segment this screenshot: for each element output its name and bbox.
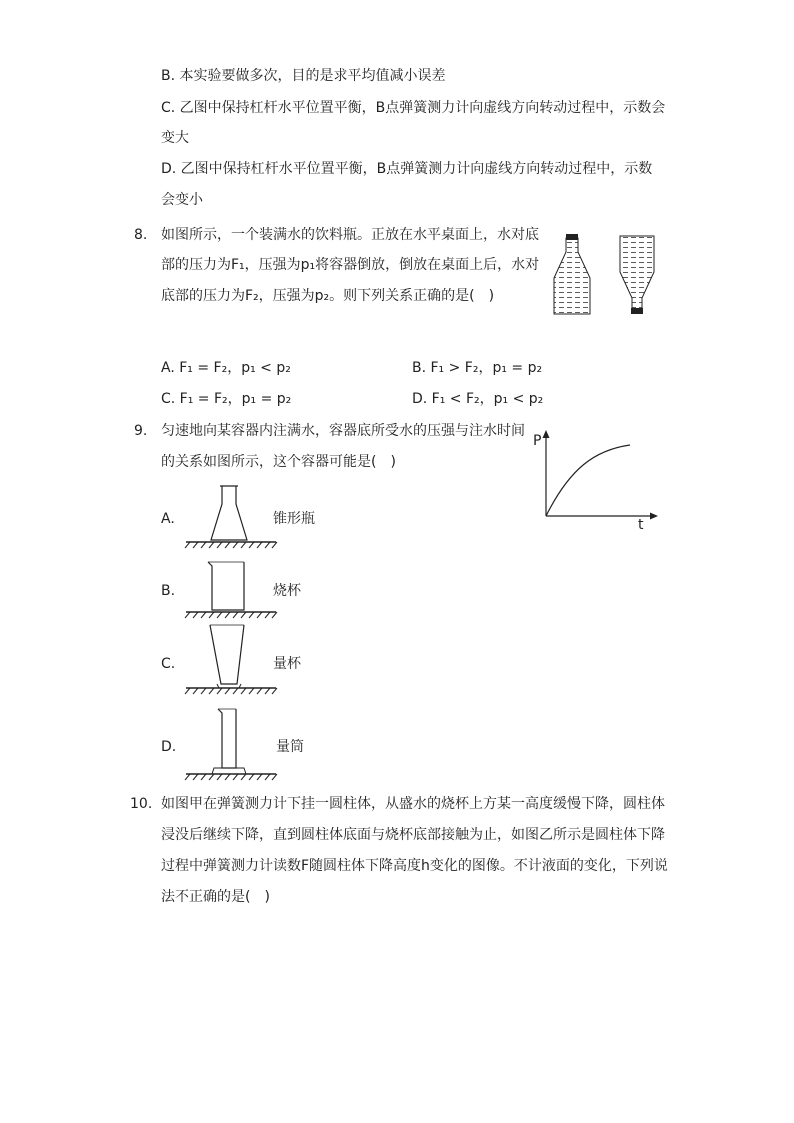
q8-option-d[interactable]: D. F₁ < F₂，p₁ < p₂ [412, 391, 544, 407]
q9-pressure-time-graph [530, 428, 665, 533]
q8-stem-line1: 如图所示，一个装满水的饮料瓶。正放在水平桌面上，水对底 [161, 227, 539, 243]
q9-option-d-letter[interactable]: D. [161, 739, 177, 755]
q8-stem-line3: 底部的压力为F₂，压强为p₂。则下列关系正确的是( ) [161, 288, 495, 304]
q10-number: 10. [130, 796, 153, 812]
q10-stem-line4: 法不正确的是( ) [161, 889, 270, 905]
q7-option-d-line1: D. 乙图中保持杠杆水平位置平衡，B点弹簧测力计向虚线方向转动过程中，示数 [161, 161, 653, 177]
q8-option-c[interactable]: C. F₁ = F₂，p₁ = p₂ [161, 391, 292, 407]
graduated-cylinder-icon [184, 706, 279, 786]
q7-option-c-line1: C. 乙图中保持杠杆水平位置平衡，B点弹簧测力计向虚线方向转动过程中，示数会 [161, 100, 666, 116]
measuring-cup-icon [184, 622, 279, 698]
q9-number: 9. [134, 423, 148, 439]
q9-option-b-name: 烧杯 [273, 583, 301, 599]
upright-bottle-icon [554, 234, 590, 314]
q10-stem-line3: 过程中弹簧测力计读数F随圆柱体下降高度h变化的图像。不计液面的变化，下列说 [161, 858, 668, 874]
beaker-icon [184, 560, 279, 622]
q7-option-c-line2: 变大 [161, 130, 189, 146]
conical-flask-icon [184, 484, 279, 550]
q9-option-b-letter[interactable]: B. [161, 583, 176, 599]
q8-option-b[interactable]: B. F₁ > F₂，p₁ = p₂ [412, 360, 543, 376]
q8-stem-line2: 部的压力为F₁，压强为p₁将容器倒放，倒放在桌面上后，水对 [161, 257, 540, 273]
q9-option-a-letter[interactable]: A. [161, 511, 175, 527]
q8-option-a[interactable]: A. F₁ = F₂，p₁ < p₂ [161, 360, 291, 376]
q10-stem-line2: 浸没后继续下降，直到圆柱体底面与烧杯底部接触为止，如图乙所示是圆柱体下降 [161, 827, 665, 843]
q7-option-b: B. 本实验要做多次，目的是求平均值减小误差 [161, 68, 446, 84]
graph-x-label: t [638, 517, 644, 533]
graph-y-label: P [533, 433, 542, 449]
q8-bottles-figure [550, 230, 660, 320]
q7-option-d-line2: 会变小 [161, 192, 203, 208]
pressure-curve [546, 445, 630, 516]
inverted-bottle-icon [620, 236, 654, 314]
q9-stem-line1: 匀速地向某容器内注满水，容器底所受水的压强与注水时间 [161, 423, 525, 439]
q9-option-a-name: 锥形瓶 [273, 511, 315, 527]
q8-number: 8. [134, 227, 148, 243]
q9-option-d-name: 量筒 [276, 739, 304, 755]
q9-option-c-name: 量杯 [273, 656, 301, 672]
q9-stem-line2: 的关系如图所示，这个容器可能是( ) [161, 454, 396, 470]
q10-stem-line1: 如图甲在弹簧测力计下挂一圆柱体，从盛水的烧杯上方某一高度缓慢下降，圆柱体 [161, 796, 665, 812]
q9-option-c-letter[interactable]: C. [161, 656, 176, 672]
